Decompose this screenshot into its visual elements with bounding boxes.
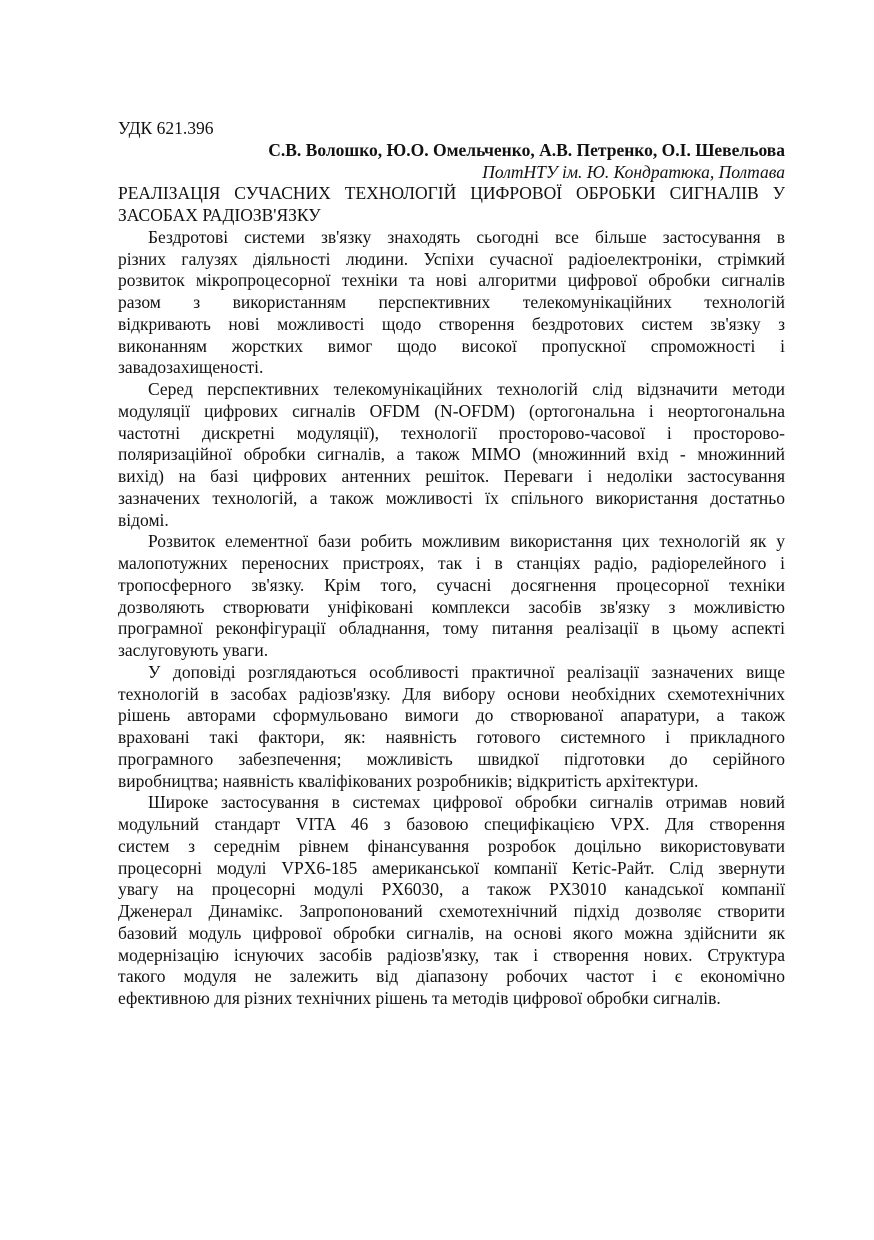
text-line: програмної реконфігурації обладнання, тому питання реалізації в цьому аспекті	[118, 618, 785, 639]
text-line: процесорні модулі VPX6-185 американської компанії Кетіс-Райт. Слід звернути	[118, 857, 785, 878]
text-line: відомі.	[118, 509, 169, 530]
text-line: увагу на процесорні модулі PX6030, а також PX3010 канадської компанії	[118, 879, 785, 900]
text-line: виробництва; наявність кваліфікованих розробників; відкритість архітектури.	[118, 770, 699, 791]
text-line: враховані такі фактори, як: наявність готового системного і прикладного	[118, 727, 785, 747]
text-line: програмного забезпечення; можливість швидкої підготовки до серійного	[118, 748, 785, 769]
affiliation-text: ПолтНТУ ім. Ю. Кондратюка, Полтава	[482, 161, 785, 182]
text-line: поляризаційної обробки сигналів, а також MIMO (множинний вхід - множинний	[118, 444, 785, 465]
authors-text: С.В. Волошко, Ю.О. Омельченко, А.В. Петренко, О.І. Шевельова	[268, 139, 785, 160]
paragraph	[118, 379, 785, 531]
paragraph	[118, 792, 785, 1010]
text-line: Розвиток елементної бази робить можливим використання цих технологій як у	[148, 531, 785, 552]
text-line: рішень авторами сформульовано вимоги до створюваної апаратури, а також	[118, 705, 785, 726]
text-line: У доповіді розглядаються особливості практичної реалізації зазначених вище	[148, 661, 785, 682]
text-line: різних галузях діяльності людини. Успіхи сучасної радіоелектроніки, стрімкий	[118, 248, 785, 269]
text-line: вихід) на базі цифрових антенних решіток. Переваги і недоліки застосування	[118, 466, 785, 486]
title-line: РЕАЛІЗАЦІЯ СУЧАСНИХ ТЕХНОЛОГІЙ ЦИФРОВОЇ ОБРОБКИ СИГНАЛІВ У	[118, 183, 785, 204]
paragraph	[118, 662, 785, 793]
text-line: заслуговують уваги.	[118, 640, 269, 660]
title-line: ЗАСОБАХ РАДІОЗВ'ЯЗКУ	[118, 205, 321, 225]
text-line: разом з використанням перспективних телекомунікаційних технологій	[118, 292, 785, 312]
text-line: зазначених технологій, а також можливості їх спільного використання достатньо	[118, 487, 785, 508]
text-line: частотні дискретні модуляції), технології просторово-часової і просторово-	[118, 422, 785, 443]
text-line: тропосферного зв'язку. Крім того, сучасні досягнення процесорної техніки	[118, 574, 785, 595]
text-line: систем з середнім рівнем фінансування розробок доцільно використовувати	[118, 835, 785, 856]
paragraph	[118, 531, 785, 662]
text-line: Широке застосування в системах цифрової обробки сигналів отримав новий	[148, 792, 785, 813]
text-line: такого модуля не залежить від діапазону робочих частот і є економічно	[118, 966, 785, 987]
text-line: дозволяють створювати уніфіковані комплекси засобів зв'язку з можливістю	[118, 596, 785, 617]
text-line: технологій в засобах радіозв'язку. Для вибору основи необхідних схемотехнічних	[118, 683, 785, 704]
text-line: модуляції цифрових сигналів OFDM (N-OFDM) (ортогональна і неортогональна	[118, 400, 785, 421]
text-line: ефективною для різних технічних рішень та методів цифрової обробки сигналів.	[118, 988, 721, 1008]
text-line: базовий модуль цифрової обробки сигналів, на основі якого можна здійснити як	[118, 922, 785, 943]
document-page	[118, 118, 785, 1010]
text-line: модернізацію існуючих засобів радіозв'язку, так і створення нових. Структура	[118, 944, 785, 965]
text-line: Дженерал Динамікс. Запропонований схемотехнічний підхід дозволяє створити	[118, 901, 785, 921]
text-line: Серед перспективних телекомунікаційних технологій слід відзначити методи	[148, 379, 785, 399]
affiliation	[118, 162, 785, 184]
udk-code	[118, 118, 785, 140]
text-line: завадозахищеності.	[118, 357, 264, 378]
body-text	[118, 227, 785, 1010]
authors	[118, 140, 785, 162]
paragraph	[118, 227, 785, 379]
paper-title	[118, 183, 785, 227]
text-line: відкривають нові можливості щодо створення бездротових систем зв'язку з	[118, 313, 785, 334]
text-line: Бездротові системи зв'язку знаходять сьогодні все більше застосування в	[148, 226, 785, 247]
text-line: виконанням жорстких вимог щодо високої пропускної спроможності і	[118, 335, 785, 356]
udk-text: УДК 621.396	[118, 118, 214, 138]
text-line: модульний стандарт VITA 46 з базовою специфікацією VPX. Для створення	[118, 814, 785, 834]
text-line: розвиток мікропроцесорної техніки та нові алгоритми цифрової обробки сигналів	[118, 270, 785, 291]
text-line: малопотужних переносних пристроях, так і в станціях радіо, радіорелейного і	[118, 553, 785, 573]
